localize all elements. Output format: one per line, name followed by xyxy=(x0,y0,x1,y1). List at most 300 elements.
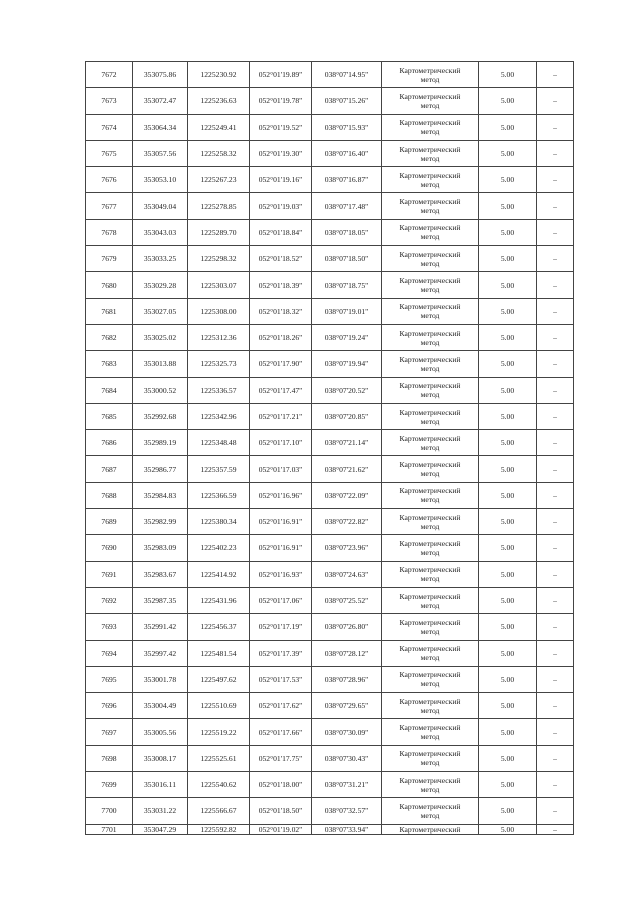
point-number-cell: 7693 xyxy=(86,614,133,640)
method-cell xyxy=(382,193,479,219)
x-coordinate-cell: 352983.67 xyxy=(133,561,188,587)
method-label: Картометрический xyxy=(399,749,461,759)
note-cell: – xyxy=(537,298,574,324)
method-cell xyxy=(382,535,479,561)
method-label: Картометрический xyxy=(399,381,461,391)
accuracy-cell: 5.00 xyxy=(479,482,537,508)
table-row xyxy=(86,666,574,692)
method-label: Картометрический xyxy=(399,512,461,522)
method-cell xyxy=(382,324,479,350)
y-coordinate-cell: 1225510.69 xyxy=(188,693,250,719)
accuracy-cell: 5.00 xyxy=(479,640,537,666)
accuracy-cell: 5.00 xyxy=(479,719,537,745)
y-coordinate-cell: 1225525.61 xyxy=(188,745,250,771)
y-coordinate-cell: 1225414.92 xyxy=(188,561,250,587)
latitude-cell: 052°01'16.96" xyxy=(250,482,312,508)
longitude-cell: 038°07'23.96" xyxy=(312,535,382,561)
note-cell: – xyxy=(537,798,574,824)
point-number-cell: 7679 xyxy=(86,246,133,272)
y-coordinate-cell: 1225230.92 xyxy=(188,62,250,88)
method-cell xyxy=(382,167,479,193)
method-label: Картометрический xyxy=(399,644,461,654)
latitude-cell: 052°01'17.66" xyxy=(250,719,312,745)
method-cell xyxy=(382,246,479,272)
table-row xyxy=(86,193,574,219)
method-cell xyxy=(382,719,479,745)
longitude-cell: 038°07'18.05" xyxy=(312,219,382,245)
accuracy-cell: 5.00 xyxy=(479,824,537,834)
note-cell: – xyxy=(537,587,574,613)
latitude-cell: 052°01'17.21" xyxy=(250,403,312,429)
latitude-cell: 052°01'18.00" xyxy=(250,772,312,798)
table-row xyxy=(86,561,574,587)
note-cell: – xyxy=(537,456,574,482)
method-label-2: метод xyxy=(420,258,440,268)
method-label: Картометрический xyxy=(399,223,461,233)
accuracy-cell: 5.00 xyxy=(479,745,537,771)
note-cell: – xyxy=(537,114,574,140)
x-coordinate-cell: 352989.19 xyxy=(133,430,188,456)
latitude-cell: 052°01'18.26" xyxy=(250,324,312,350)
accuracy-cell: 5.00 xyxy=(479,772,537,798)
longitude-cell: 038°07'28.96" xyxy=(312,666,382,692)
table-row xyxy=(86,88,574,114)
longitude-cell: 038°07'21.14" xyxy=(312,430,382,456)
method-label: Картометрический xyxy=(399,91,461,101)
point-number-cell: 7699 xyxy=(86,772,133,798)
method-cell xyxy=(382,640,479,666)
point-number-cell: 7688 xyxy=(86,482,133,508)
note-cell: – xyxy=(537,482,574,508)
y-coordinate-cell: 1225519.22 xyxy=(188,719,250,745)
longitude-cell: 038°07'15.93" xyxy=(312,114,382,140)
method-cell xyxy=(382,88,479,114)
method-label: Картометрический xyxy=(399,538,461,548)
method-label-2: метод xyxy=(420,679,440,689)
note-cell: – xyxy=(537,193,574,219)
note-cell: – xyxy=(537,351,574,377)
method-cell xyxy=(382,403,479,429)
point-number-cell: 7674 xyxy=(86,114,133,140)
latitude-cell: 052°01'16.91" xyxy=(250,535,312,561)
y-coordinate-cell: 1225348.48 xyxy=(188,430,250,456)
method-label: Картометрический xyxy=(399,801,461,811)
accuracy-cell: 5.00 xyxy=(479,88,537,114)
y-coordinate-cell: 1225303.07 xyxy=(188,272,250,298)
coordinates-table xyxy=(85,61,574,835)
longitude-cell: 038°07'32.57" xyxy=(312,798,382,824)
y-coordinate-cell: 1225267.23 xyxy=(188,167,250,193)
method-cell xyxy=(382,587,479,613)
note-cell: – xyxy=(537,745,574,771)
method-label: Картометрический xyxy=(399,144,461,154)
point-number-cell: 7686 xyxy=(86,430,133,456)
method-label: Картометрический xyxy=(399,197,461,207)
latitude-cell: 052°01'19.78" xyxy=(250,88,312,114)
longitude-cell: 038°07'16.40" xyxy=(312,140,382,166)
method-label-2: метод xyxy=(420,758,440,768)
point-number-cell: 7696 xyxy=(86,693,133,719)
longitude-cell: 038°07'20.52" xyxy=(312,377,382,403)
table-row xyxy=(86,246,574,272)
point-number-cell: 7681 xyxy=(86,298,133,324)
method-label-2: метод xyxy=(420,600,440,610)
method-label: Картометрический xyxy=(399,591,461,601)
x-coordinate-cell: 353047.29 xyxy=(133,824,188,834)
method-label-2: метод xyxy=(420,521,440,531)
longitude-cell: 038°07'19.94" xyxy=(312,351,382,377)
accuracy-cell: 5.00 xyxy=(479,693,537,719)
point-number-cell: 7690 xyxy=(86,535,133,561)
method-cell xyxy=(382,482,479,508)
method-label-2: метод xyxy=(420,311,440,321)
accuracy-cell: 5.00 xyxy=(479,456,537,482)
method-cell xyxy=(382,272,479,298)
longitude-cell: 038°07'21.62" xyxy=(312,456,382,482)
y-coordinate-cell: 1225456.37 xyxy=(188,614,250,640)
latitude-cell: 052°01'17.75" xyxy=(250,745,312,771)
note-cell: – xyxy=(537,535,574,561)
method-label-2: метод xyxy=(420,469,440,479)
table-row xyxy=(86,772,574,798)
method-label: Картометрический xyxy=(399,302,461,312)
method-label-2: метод xyxy=(420,626,440,636)
x-coordinate-cell: 352991.42 xyxy=(133,614,188,640)
x-coordinate-cell: 353013.88 xyxy=(133,351,188,377)
method-label: Картометрический xyxy=(399,276,461,286)
note-cell: – xyxy=(537,509,574,535)
accuracy-cell: 5.00 xyxy=(479,324,537,350)
accuracy-cell: 5.00 xyxy=(479,246,537,272)
y-coordinate-cell: 1225312.36 xyxy=(188,324,250,350)
method-label-2: метод xyxy=(420,547,440,557)
latitude-cell: 052°01'19.52" xyxy=(250,114,312,140)
method-label: Картометрический xyxy=(399,328,461,338)
table-row xyxy=(86,219,574,245)
table-row xyxy=(86,693,574,719)
latitude-cell: 052°01'17.03" xyxy=(250,456,312,482)
method-cell xyxy=(382,666,479,692)
y-coordinate-cell: 1225336.57 xyxy=(188,377,250,403)
table-row xyxy=(86,298,574,324)
method-cell xyxy=(382,772,479,798)
note-cell: – xyxy=(537,561,574,587)
x-coordinate-cell: 353005.56 xyxy=(133,719,188,745)
y-coordinate-cell: 1225431.96 xyxy=(188,587,250,613)
latitude-cell: 052°01'18.39" xyxy=(250,272,312,298)
longitude-cell: 038°07'22.09" xyxy=(312,482,382,508)
latitude-cell: 052°01'19.89" xyxy=(250,62,312,88)
latitude-cell: 052°01'17.90" xyxy=(250,351,312,377)
point-number-cell: 7695 xyxy=(86,666,133,692)
point-number-cell: 7676 xyxy=(86,167,133,193)
latitude-cell: 052°01'17.10" xyxy=(250,430,312,456)
coordinates-document-page xyxy=(85,61,573,835)
method-label-2: метод xyxy=(420,390,440,400)
accuracy-cell: 5.00 xyxy=(479,587,537,613)
note-cell: – xyxy=(537,403,574,429)
note-cell: – xyxy=(537,88,574,114)
x-coordinate-cell: 353072.47 xyxy=(133,88,188,114)
method-label: Картометрический xyxy=(399,723,461,733)
note-cell: – xyxy=(537,719,574,745)
table-row xyxy=(86,430,574,456)
method-label-2: метод xyxy=(420,153,440,163)
table-row xyxy=(86,614,574,640)
x-coordinate-cell: 353057.56 xyxy=(133,140,188,166)
point-number-cell: 7697 xyxy=(86,719,133,745)
method-cell xyxy=(382,561,479,587)
longitude-cell: 038°07'19.24" xyxy=(312,324,382,350)
method-label-2: метод xyxy=(420,206,440,216)
method-label-2: метод xyxy=(420,784,440,794)
point-number-cell: 7675 xyxy=(86,140,133,166)
latitude-cell: 052°01'19.02" xyxy=(250,824,312,834)
table-row xyxy=(86,377,574,403)
x-coordinate-cell: 352984.83 xyxy=(133,482,188,508)
x-coordinate-cell: 353025.02 xyxy=(133,324,188,350)
method-label: Картометрический xyxy=(399,170,461,180)
longitude-cell: 038°07'17.48" xyxy=(312,193,382,219)
x-coordinate-cell: 353049.04 xyxy=(133,193,188,219)
note-cell: – xyxy=(537,640,574,666)
y-coordinate-cell: 1225278.85 xyxy=(188,193,250,219)
accuracy-cell: 5.00 xyxy=(479,140,537,166)
method-label-2: метод xyxy=(420,100,440,110)
latitude-cell: 052°01'16.93" xyxy=(250,561,312,587)
table-row xyxy=(86,640,574,666)
longitude-cell: 038°07'18.50" xyxy=(312,246,382,272)
accuracy-cell: 5.00 xyxy=(479,798,537,824)
coordinates-table-body xyxy=(86,62,574,835)
method-label: Картометрический xyxy=(399,775,461,785)
longitude-cell: 038°07'28.12" xyxy=(312,640,382,666)
accuracy-cell: 5.00 xyxy=(479,403,537,429)
latitude-cell: 052°01'17.19" xyxy=(250,614,312,640)
table-row xyxy=(86,824,574,834)
method-cell xyxy=(382,745,479,771)
method-label: Картометрический xyxy=(399,486,461,496)
y-coordinate-cell: 1225236.63 xyxy=(188,88,250,114)
accuracy-cell: 5.00 xyxy=(479,193,537,219)
note-cell: – xyxy=(537,219,574,245)
latitude-cell: 052°01'17.53" xyxy=(250,666,312,692)
point-number-cell: 7684 xyxy=(86,377,133,403)
longitude-cell: 038°07'14.95" xyxy=(312,62,382,88)
note-cell: – xyxy=(537,62,574,88)
note-cell: – xyxy=(537,824,574,834)
latitude-cell: 052°01'17.39" xyxy=(250,640,312,666)
latitude-cell: 052°01'17.62" xyxy=(250,693,312,719)
point-number-cell: 7683 xyxy=(86,351,133,377)
latitude-cell: 052°01'18.32" xyxy=(250,298,312,324)
y-coordinate-cell: 1225592.82 xyxy=(188,824,250,834)
y-coordinate-cell: 1225289.70 xyxy=(188,219,250,245)
y-coordinate-cell: 1225380.34 xyxy=(188,509,250,535)
note-cell: – xyxy=(537,377,574,403)
y-coordinate-cell: 1225481.54 xyxy=(188,640,250,666)
y-coordinate-cell: 1225325.73 xyxy=(188,351,250,377)
note-cell: – xyxy=(537,167,574,193)
x-coordinate-cell: 352987.35 xyxy=(133,587,188,613)
method-label: Картометрический xyxy=(399,118,461,128)
method-label-2: метод xyxy=(420,653,440,663)
point-number-cell: 7673 xyxy=(86,88,133,114)
accuracy-cell: 5.00 xyxy=(479,114,537,140)
x-coordinate-cell: 353004.49 xyxy=(133,693,188,719)
accuracy-cell: 5.00 xyxy=(479,62,537,88)
x-coordinate-cell: 353016.11 xyxy=(133,772,188,798)
method-cell xyxy=(382,114,479,140)
method-label-2: метод xyxy=(420,416,440,426)
note-cell: – xyxy=(537,246,574,272)
accuracy-cell: 5.00 xyxy=(479,666,537,692)
latitude-cell: 052°01'18.52" xyxy=(250,246,312,272)
accuracy-cell: 5.00 xyxy=(479,351,537,377)
method-cell xyxy=(382,456,479,482)
method-cell xyxy=(382,824,479,834)
method-cell xyxy=(382,62,479,88)
longitude-cell: 038°07'15.26" xyxy=(312,88,382,114)
table-row xyxy=(86,167,574,193)
longitude-cell: 038°07'26.80" xyxy=(312,614,382,640)
x-coordinate-cell: 353053.10 xyxy=(133,167,188,193)
point-number-cell: 7701 xyxy=(86,824,133,834)
x-coordinate-cell: 353031.22 xyxy=(133,798,188,824)
method-label-2: метод xyxy=(420,442,440,452)
note-cell: – xyxy=(537,693,574,719)
accuracy-cell: 5.00 xyxy=(479,535,537,561)
latitude-cell: 052°01'18.84" xyxy=(250,219,312,245)
point-number-cell: 7692 xyxy=(86,587,133,613)
method-cell xyxy=(382,693,479,719)
point-number-cell: 7685 xyxy=(86,403,133,429)
y-coordinate-cell: 1225357.59 xyxy=(188,456,250,482)
longitude-cell: 038°07'33.94" xyxy=(312,824,382,834)
method-label-2: метод xyxy=(420,127,440,137)
accuracy-cell: 5.00 xyxy=(479,219,537,245)
note-cell: – xyxy=(537,772,574,798)
method-cell xyxy=(382,351,479,377)
point-number-cell: 7689 xyxy=(86,509,133,535)
table-row xyxy=(86,114,574,140)
method-label-2: метод xyxy=(420,179,440,189)
method-label-2: метод xyxy=(420,285,440,295)
method-label: Картометрический xyxy=(399,354,461,364)
method-label-2: метод xyxy=(420,705,440,715)
longitude-cell: 038°07'18.75" xyxy=(312,272,382,298)
x-coordinate-cell: 353029.28 xyxy=(133,272,188,298)
method-label-2: метод xyxy=(420,574,440,584)
longitude-cell: 038°07'25.52" xyxy=(312,587,382,613)
method-label-2: метод xyxy=(420,74,440,84)
longitude-cell: 038°07'30.09" xyxy=(312,719,382,745)
table-row xyxy=(86,509,574,535)
note-cell: – xyxy=(537,614,574,640)
y-coordinate-cell: 1225308.00 xyxy=(188,298,250,324)
method-label-2: метод xyxy=(420,363,440,373)
method-label-2: метод xyxy=(420,232,440,242)
table-row xyxy=(86,456,574,482)
y-coordinate-cell: 1225258.32 xyxy=(188,140,250,166)
x-coordinate-cell: 352983.09 xyxy=(133,535,188,561)
latitude-cell: 052°01'19.03" xyxy=(250,193,312,219)
method-label: Картометрический xyxy=(399,460,461,470)
method-label: Картометрический xyxy=(399,407,461,417)
method-label-2: метод xyxy=(420,495,440,505)
table-row xyxy=(86,403,574,429)
y-coordinate-cell: 1225249.41 xyxy=(188,114,250,140)
y-coordinate-cell: 1225298.32 xyxy=(188,246,250,272)
method-label-2: метод xyxy=(420,732,440,742)
longitude-cell: 038°07'19.01" xyxy=(312,298,382,324)
y-coordinate-cell: 1225540.62 xyxy=(188,772,250,798)
longitude-cell: 038°07'29.65" xyxy=(312,693,382,719)
point-number-cell: 7682 xyxy=(86,324,133,350)
point-number-cell: 7678 xyxy=(86,219,133,245)
table-row xyxy=(86,587,574,613)
note-cell: – xyxy=(537,666,574,692)
table-row xyxy=(86,798,574,824)
method-label: Картометрический xyxy=(399,696,461,706)
method-label-2: метод xyxy=(420,337,440,347)
table-row xyxy=(86,482,574,508)
method-label: Картометрический xyxy=(399,249,461,259)
method-label: Картометрический xyxy=(399,565,461,575)
note-cell: – xyxy=(537,140,574,166)
latitude-cell: 052°01'19.16" xyxy=(250,167,312,193)
longitude-cell: 038°07'22.82" xyxy=(312,509,382,535)
method-cell xyxy=(382,298,479,324)
method-label: Картометрический xyxy=(399,65,461,75)
point-number-cell: 7691 xyxy=(86,561,133,587)
method-cell xyxy=(382,430,479,456)
table-row xyxy=(86,745,574,771)
method-label: Картометрический xyxy=(399,433,461,443)
method-label: Картометрический xyxy=(399,824,461,834)
y-coordinate-cell: 1225497.62 xyxy=(188,666,250,692)
method-cell xyxy=(382,219,479,245)
method-cell xyxy=(382,509,479,535)
table-row xyxy=(86,719,574,745)
accuracy-cell: 5.00 xyxy=(479,377,537,403)
method-label: Картометрический xyxy=(399,617,461,627)
x-coordinate-cell: 352986.77 xyxy=(133,456,188,482)
longitude-cell: 038°07'30.43" xyxy=(312,745,382,771)
point-number-cell: 7698 xyxy=(86,745,133,771)
point-number-cell: 7677 xyxy=(86,193,133,219)
note-cell: – xyxy=(537,272,574,298)
x-coordinate-cell: 353075.86 xyxy=(133,62,188,88)
accuracy-cell: 5.00 xyxy=(479,298,537,324)
point-number-cell: 7694 xyxy=(86,640,133,666)
x-coordinate-cell: 352992.68 xyxy=(133,403,188,429)
x-coordinate-cell: 353033.25 xyxy=(133,246,188,272)
latitude-cell: 052°01'16.91" xyxy=(250,509,312,535)
table-row xyxy=(86,535,574,561)
x-coordinate-cell: 353008.17 xyxy=(133,745,188,771)
point-number-cell: 7700 xyxy=(86,798,133,824)
longitude-cell: 038°07'31.21" xyxy=(312,772,382,798)
longitude-cell: 038°07'24.63" xyxy=(312,561,382,587)
longitude-cell: 038°07'16.87" xyxy=(312,167,382,193)
accuracy-cell: 5.00 xyxy=(479,614,537,640)
y-coordinate-cell: 1225342.96 xyxy=(188,403,250,429)
method-cell xyxy=(382,614,479,640)
x-coordinate-cell: 352997.42 xyxy=(133,640,188,666)
latitude-cell: 052°01'19.30" xyxy=(250,140,312,166)
table-row xyxy=(86,140,574,166)
